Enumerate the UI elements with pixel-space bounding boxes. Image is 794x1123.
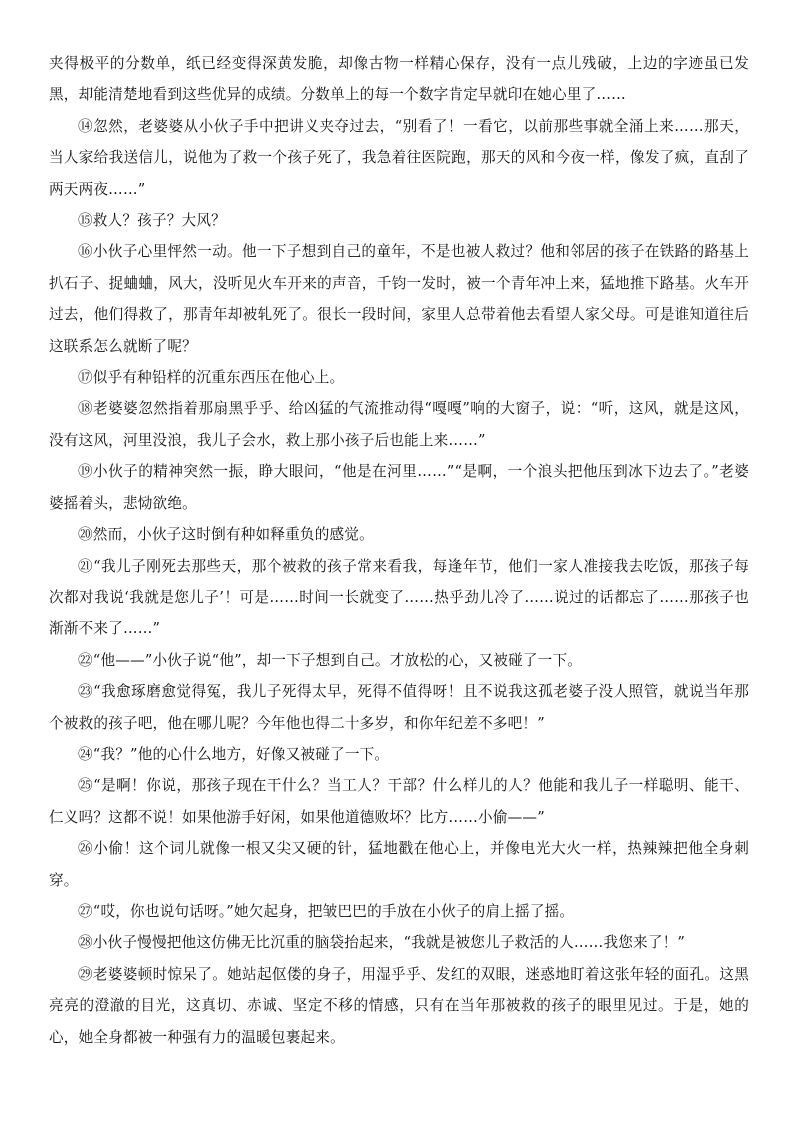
paragraph-14: ⑭忽然，老婆婆从小伙子手中把讲义夹夺过去，“别看了！一看它，以前那些事就全涌上来……那天，当人家给我送信儿，说他为了救一个孩子死了，我急着往医院跑，那天的风和今夜一样，像发了疯，直刮了两天两夜……” <box>49 117 749 198</box>
paragraph-20: ⑳然而，小伙子这时倒有种如释重负的感觉。 <box>78 526 374 544</box>
document-page <box>49 48 749 1053</box>
paragraph-19: ⑲小伙子的精神突然一振，睁大眼问，“他是在河里……”“是啊，一个浪头把他压到冰下边去了。”老婆婆摇着头，悲恸欲绝。 <box>49 463 749 512</box>
paragraph-29: ㉙老婆婆顿时惊呆了。她站起伛偻的身子，用湿乎乎、发红的双眼，迷惑地盯着这张年轻的面孔。这黑亮亮的澄澈的目光，这真切、赤诚、坚定不移的情感，只有在当年那被救的孩子的眼里见过。于是，她的心，她全身都被一种强有力的温暖包裹起来。 <box>49 965 749 1046</box>
paragraph-23: ㉓“我愈琢磨愈觉得冤，我儿子死得太早，死得不值得呀！且不说我这孤老婆子没人照管，就说当年那个被救的孩子吧，他在哪儿呢？今年他也得二十多岁，和你年纪差不多吧！” <box>49 683 749 732</box>
paragraph-17: ⑰似乎有种铅样的沉重东西压在他心上。 <box>78 369 345 387</box>
paragraph-21: ㉑“我儿子刚死去那些天，那个被救的孩子常来看我，每逢年节，他们一家人准接我去吃饭，那孩子每次都对我说‘我就是您儿子’！可是……时间一长就变了……热乎劲儿冷了……说过的话都忘了……那孩子也渐渐不来了……” <box>49 557 749 638</box>
paragraph-27: ㉗“哎，你也说句话呀。”她欠起身，把皱巴巴的手放在小伙子的肩上摇了摇。 <box>78 902 575 920</box>
paragraph-18: ⑱老婆婆忽然指着那扇黑乎乎、给凶猛的气流推动得“嘎嘎”响的大窗子，说：“听，这风，就是这风，没有这风，河里没浪，我儿子会水，救上那小孩子后也能上来……” <box>49 400 749 449</box>
paragraph-16: ⑯小伙子心里怦然一动。他一下子想到自己的童年，不是也被人救过？他和邻居的孩子在铁路的路基上扒石子、捉蛐蛐，风大，没听见火车开来的声音，千钧一发时，被一个青年冲上来，猛地推下路基。火车开过去，他们得救了，那青年却被轧死了。很长一段时间，家里人总带着他去看望人家父母。可是谁知道往后这联系怎么就断了呢？ <box>49 243 749 355</box>
paragraph-26: ㉖小偷！这个词儿就像一根又尖又硬的针，猛地戳在他心上，并像电光大火一样，热辣辣把他全身刺穿。 <box>49 840 749 889</box>
paragraph-13-continued: 夹得极平的分数单，纸已经变得深黄发脆，却像古物一样精心保存，没有一点儿残破，上边的字迹虽已发黑，却能清楚地看到这些优异的成绩。分数单上的每一个数字肯定早就印在她心里了…… <box>49 55 749 104</box>
paragraph-25: ㉕“是啊！你说，那孩子现在干什么？当工人？干部？什么样儿的人？他能和我儿子一样聪明、能干、仁义吗？这都不说！如果他游手好闲，如果他道德败坏？比方……小偷——” <box>49 777 749 826</box>
paragraph-15: ⑮救人？孩子？大风？ <box>78 212 226 230</box>
paragraph-28: ㉘小伙子慢慢把他这仿佛无比沉重的脑袋抬起来，“我就是被您儿子救活的人……我您来了！” <box>78 934 686 952</box>
paragraph-22: ㉒“他——”小伙子说“他”，却一下子想到自己。才放松的心，又被碰了一下。 <box>78 651 583 669</box>
paragraph-24: ㉔“我？”他的心什么地方，好像又被碰了一下。 <box>78 745 390 763</box>
